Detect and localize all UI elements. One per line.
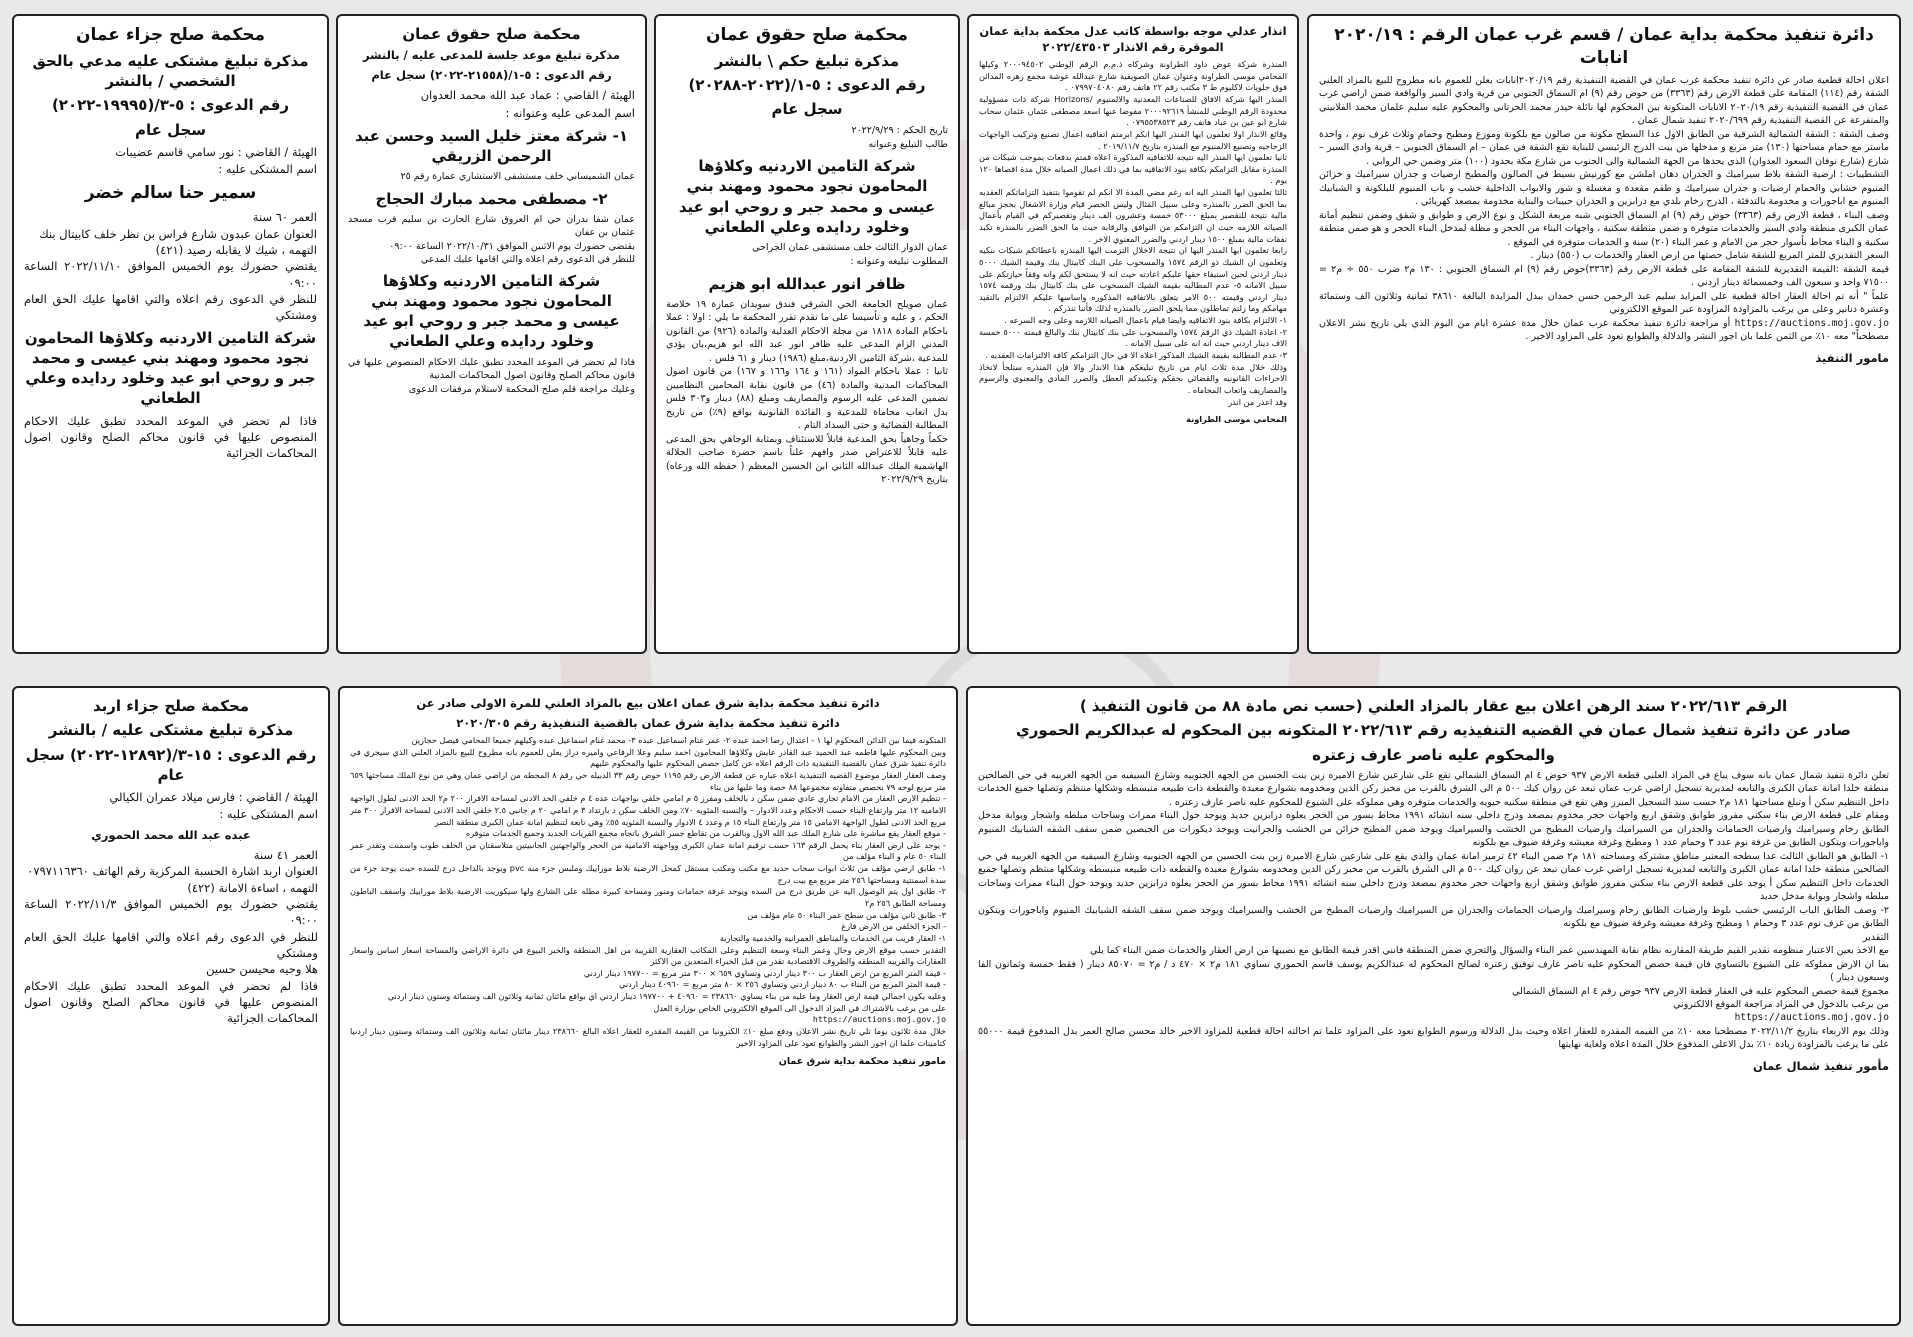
register-type: سجل عام — [134, 120, 207, 139]
judge-name: الهيئة / القاضي : نور سامي قاسم عضيبات — [115, 144, 317, 159]
requester-label: طالب التبليغ وعنوانه — [868, 138, 948, 150]
notice-signoff: مامور تنفيذ محكمة بداية شرق عمان — [778, 1056, 946, 1068]
auction-url-link[interactable]: https://auctions.moj.gov.jo — [1734, 1012, 1889, 1024]
notice-body: المتكونه فيما بين الدائن المحكوم لها ١ - اعتدال رضا احمد عبده ٢- عمر غنام اسماعيل عبده ٣- محمد غنام اسماعيل عبده وكيلهم جميعا المحامي فيصل حجازين وبين المحكوم عليها فاطمه عبد الحميد عبد القادر عايش وكلاؤها المحامون احمد سليم وعلا الرفاعي واميره دراز يعلن للعموم بانه مطروح للبيع بالمزاد العلني الذي سيجري في دائرة تنفيذ شرق عمان بالقضية التنفيذية ذات الرقم اعلاه عن كامل حصص المحكوم عليها والمحكوم عليهم وصف العقار العقار موضوع القضيه التنفيذية اعلاه عباره عن قطعة الارض رقم ١١٩٥ حوض رقم ٣٣ الدبيله حي رقم ٨ المحطه من اراضي عمان وهي من نوع الملك مساحتها ٦٥٩ متر مربع لوحه ٧٩ بحصص متفاوته مجموعها ٨٨ حصة وما عليها من بناء - تنظيم الارض العقار من الامام تجاري عادي ضمن سكن د بالخلف ومفرز ٥ م امامي خلفي بواجهات عده ٤ م خلفي الحد الادنى لمساحة الافراز ٢٠٠ م٢ الحد الادنى لطول الواجهة الاماميه ١٢ متر وارتفاع البناء حسب الاحكام وعدد الادوار – والنسبه المئويه ٧٠٪ ومن الخلف سكن د بارتداد ٣ م امامي ٢٠ م جانبي ٢.٥ خلفي الحد الادنى لمساحة الافراز ٣٠٠ متر مربع الحد الادنى لطول الواجهة الامامي ١٥ متر وارتفاع البناء ١٥ م وعدد ٤ الادوار والنسبة المئويه ٥٥٪ وهي تابعة لتنظيم امانة عمان الكبرى منطقة النصر - موقع العقار يقع مباشرة على شارع الملك عبد الله الاول وبالقرب من تقاطع جسر الشرق باتجاه مجمع القريات الجديد وجميع الخدمات متوفره - يوجد على ارض العقار بناء يحمل الرقم ١٦٣ حسب ترقيم امانة عمان الكبرى وواجهته الامامية من الحجر والواجهتين الجانبيتين متلاسقتان من الخلف طوب واسمنت وتقدر عمر البناء ٥٠ عام و البناء مؤلف من ١- طابق ارضي مؤلف من ثلاث ابواب سحاب حديد مع مكتب ومكتب مستقل كمحل الارضية بلاط موزاييك وملبس جزء منه pvc ويوجد بالداخل درج للسده حيث يوجد جزء من سدة اسمنتية ومساحتها ٢٥٦ متر مربع مع بيت درج ٢- طابق اول يتم الوصول اليه عن طريق درج من السده ويوجد غرفة حمامات ومنور ومساحة كبيرة مطله على الشارع ولها سيكوريت الارضية بلاط موزاييك واسقف الباطون ومساحة الطابق ٢٥٦ م٢ ٣- طابق ثاني مؤلف من سطح عمر البناء ٥٠ عام مؤلف من - الجزء الخلفي من الارض فارغ ١- العقار قريب من الخدمات والمناطق العمرانية والخدمية والتجارية التقدير حسب موقع الارض وحال وعمر البناء وسعة التنظيم وعلى المكاتب العقارية القريبة من اهل المنطقة والخبر البيوع في دائرة الاراضي والمساحة اسعار اساس واسعار العقارات والقريبه المنطقه والظروف الاقتصادية تقدر من قبل الخبراء المتعدين من الاكثر - قيمة المتر المربع من ارض العقار ب ٣٠٠ دينار اردني وتساوي ٦٥٩ × ٣٠٠ متر مربع = ١٩٧٧٠٠ دينار اردني - قيمة المتر المربع من البناء ب ٨٠ دينار اردني وتساوي ٢٥٦ × ٨٠ متر مربع = ٤٠٩٦٠ دينار اردني وعليه يكون اجمالي قيمة ارض العقار وما عليه من بناء يساوي ٢٣٨٦٦٠ = ٤٠٩٦٠ + ١٩٧٧٠٠ دينار اردني اي بواقع مائتان ثمانية وثلاثون الف وستمائة وستون دينار اردني على من يرغب بالاشتراك في المزاد الدخول الى الموقع الالكتروني الخاص بوزارة العدل — [350, 735, 946, 1013]
notice-signoff: مأمور تنفيذ شمال عمان — [1752, 1058, 1889, 1073]
plaintiff-name: شركة التامين الاردنيه وكلاؤها المحامون نجود محمود ومهند بني عيسى و محمد جبر و روحي ابو عيد وخلود ردايده وعلي الطعاني — [363, 271, 620, 351]
complainant-name: شركة التامين الاردنيه وكلاؤها المحامون نجود محمود ومهند بني عيسى و محمد جبر و روحي ابو عيد وخلود ردايده وعلي الطعاني — [24, 328, 317, 408]
memo-type: مذكرة تبليغ موعد جلسة للمدعى عليه / بالنشر — [363, 48, 620, 63]
notice-body: المنذرة شركة عوض داود الطراونة وشركاه ذ.م.م الرقم الوطني ٢٠٠٠٩٤٥٠٢ وكيلها المحامي موسى الطراونة وعنوان عمان الصويفية شارع عبدالله غوشة مجمع زهره المدائن فوق حلويات لاكليوم ط ٣ مكتب رقم ٢٢ هاتف رقم ٠٧٩٩٧٠٤٠٨٠ . المنذر اليها شركة الافاق للصناعات المعدنية والالمنيوم /Horizons شركة ذات مسؤولية محدودة الرقم الوطني للمنشأ ٢٠٠٠٩٢٦١٩ مفوضا عنها اسعد مصطفى عثمان عثمان سحاب شارع ابو عين بن عباد هاتف رقم ٠٧٩٥٥٣٨٥٢٣ . وقائع الانذار اولا تعلمون ايها المنذر اليها انكم ابرمتم اتفاقيه اعمال تصنيع وتركيب الواجهات الزجاجيه وتصنيع الالمنيوم مع المنذره بتاريخ ٢٠١٩/١١/٧ . ثانيا تعلمون ايها المنذر اليه نتيجه للاتفاقيه المذكورة اعلاه قمتم بدفعات بموجب شيكات من المنذرة مقابل التزامكم بكافة بنود الاتفاقيه بما في ذلك اعمال الصيانه خلال مدة اقصاها ١٢٠ يوم . ثالثا تعلمون ايها المنذر اليه انه رغم مضي المدة الا انكم لم تقوموا بتنفيذ التزاماتكم العقديه بما الحق الضرر بالمنذره وعلى سبيل المثال وليس الحصر قيام وزارة الاشغال بحجز مبالغ مالية نتيجة للتقصير بمبلغ ٥٣٠٠٠ خمسة وعشرون الف دينار وتقصيركم في القيام بأعمال الصيانه اللازمه حيث ان التزامكم من التوافق والرقابة حيث ما الحق الضرر بالمنذره تكبد نفقات مالية بمبلغ ١٥٠٠ دينار اردني والضرر المعنوي الاخر . رابعا تعلمون ايها المنذر اليها ان نتيجة الاخلال التزمت اليها المنذره باعطائكم شيكات بنكيه وتعلمون ان الشيك ذو الرقم ١٥٧٤ والمسحوب على البنك كابيتال بنك وقيمة الشيك ٥٠٠٠ دينار اردني لحين استيفاء حقها عليكم اعادته حيث انه لا يستحق لكم وانه وفقاً حيازتكم على سبيل الامانه ٥- عدم المطالبه بقيمة الشيك المسحوب على بنك كابيتال بنك ورقمه ١٥٧٤ دينار اردني وقيمته ٥٠٠ الامر يتعلق بالاتفاقيه المذكوره واساسها عليكم الالتزام بالتقيد مهامكم وما زلتم تماطلون مما يلحق الضرر بالمنذره لذلك فأننا ننذركم . ١- الالتزام بكافة بنود الاتفاقيه وايضا قيام باعمال الصيانه اللازمه وعلى وجه السرعه . ٢- اعادة الشيك ذي الرقم ١٥٧٤ والمسحوب على بنك كابيتال بنك والبالغ قيمته ٥٠٠٠ خمسة الاف دينار اردني حيث انه انه على سبيل الامانه . ٣- عدم المطالبه بقيمة الشيك المذكور اعلاه الا في حال التزامكم كافة الالتزامات العقديه . وذلك خلال مدة ثلاث ايام من تاريخ تبليغكم هذا الانذار والا فإن المنذره ستلجأ لاتخاذ الاجراءات القانونيه والقضائي بحقكم وتكبيدكم العطل والضرر المادي والمعنوي والرسوم والمصاريف واتعاب المحاماه . وقد اعذر من انذر — [979, 59, 1288, 407]
notice-title: انذار عدلي موجه بواسطة كاتب عدل محكمة بداية عمان الموقرة رقم الانذار ٢٠٢٢/٤٣٥٠٣ — [979, 24, 1287, 54]
notice-body: العمر ٤١ سنة العنوان اربد اشارة الحسبة المركزية رقم الهاتف ٠٧٩٧١١٦٣٦٠ التهمه ، اساءة الامانة (٤٢٢) يقتضي حضورك يوم الخميس الموافق ٢٠٢٢/١١/٣ الساعة ٠٩:٠٠ للنظر في الدعوى رقم اعلاه والتي اقامها عليك الحق العام ومشتكي هلا وجيه محيسن حسين فاذا لم تحضر في الموعد المحدد تطبق عليك الاحكام المنصوص عليها في قانون محاكم الصلح وقانون اصول المحاكمات الجزائية — [24, 848, 318, 1026]
defendant-label: اسم المشتكى عليه : — [219, 807, 318, 822]
notice-body: عمان صويلح الجامعة الحي الشرقي فندق سويدان عمارة ١٩ خلاصة الحكم ، و عليه و تأسيسا على ما تقدم تقرر المحكمة ما يلي : اولا : عملا باحكام المادة ١٨١٨ من مجلة الاحكام العدلية والمادة (٩٢٦) من القانون المدني الزام المدعى عليه ظافر انور عبد الله ابو هزيم،بان يؤدي للمدعية ،شركة التامين الاردنية،مبلغ (١٩٨٦) دينار و ٦١ فلس . ثانيا : عملا باحكام المواد (١٦١ و ١٦٤ و١٦٦ و ١٦٧) من قانون اصول المحاكمات المدنية والمادة (٤٦) من قانون نقابة المحامين النظاميين تضمين المدعى عليه الرسوم والمصاريف ومبلغ (٨٨) دينار و٣٠٣ فلس بدل اتعاب محاماة للمدعية و الفائدة القانونية بواقع (٩٪) من تاريخ المطالبة القضائية و حتى السداد التام . حكماً وجاهياً بحق المدعية قابلاً للاستئناف وبمثابة الوجاهي بحق المدعى عليه قابلاً للاعتراض صدر وافهم علناً باسم حضرة صاحب الجلالة الهاشمية الملك عبدالله الثاني ابن الحسين المعظم ( حفظه الله ورعاه) بتاريخ ٢٠٢٢/٩/٢٩ — [666, 298, 948, 486]
case-number: رقم الدعوى : ٥-٣/(١٩٩٩٥-٢٠٢٢) — [51, 96, 290, 115]
defendant-name: ظافر انور عبدالله ابو هزيم — [708, 274, 906, 293]
judge-name: الهيئة / القاضي : فارس ميلاد عمران الكيالي — [109, 790, 318, 804]
notice-title: دائرة تنفيذ محكمة بداية عمان / قسم غرب عمان الرقم : ٢٠٢٠/١٩ انابات — [1334, 25, 1874, 68]
defendant-name: عبده عبد الله محمد الحموري — [91, 827, 251, 842]
defendant-label: اسم المدعى عليه وعنوانه : — [505, 105, 635, 120]
auction-url-link[interactable]: https://auctions.moj.gov.jo — [812, 1014, 946, 1025]
judgment-date: تاريخ الحكم : ٢٠٢٢/٩/٢٩ — [851, 124, 948, 136]
notice-criminal-court-amman — [12, 14, 329, 654]
notice-north-amman-auction — [966, 686, 1901, 1326]
notice-body: اعلان احالة قطعية صادر عن دائرة تنفيذ محكمة غرب عمان في القضية التنفيذية رقم ٢٠٢٠/١٩انابات يعلن للعموم بانه مطروح للبيع بالمزاد العلني الشقة رقم (١١٤) المقامة على قطعة الارض رقم (٣٣٦٣) من حوض رقم (٩) ام السماق الجنوبي من قرية وادي السير والواقعة ضمن اراضي غرب عمان في القضية التنفيذية رقم ٢٠٢٠/١٩ الانابات المتكونة بين المحكوم لها نائلة حيدر محمد الحرتاني والمحكوم عليه سليم علمان محمد الفلابيني والمتفرعة عن القضية التنفيذية رقم ٢٠٢٠/٦٩٩ تنفيذ شمال عمان . وصف الشقة : الشقة الشمالية الشرقية من الطابق الاول عدا السطح مكونة من صالون مع بلكونة وموزع ومطبخ وحمام وثلاث غرف نوم ، واحدة ماستر مع حمام مساحتها (١٣٠) متر مربع و مدخلها من بيت الدرج الرئيسي للبناية تقع الشقة في عمان – ام السماق الجنوبي – قرية وادي السير – شارع (شارع نوفان السعود العدوان) الذي يحدها من الجهة الشمالية والى الجنوب من شارع مكة بحدود (١٠٠) متر وضمن حي الروابي . التشطيبات : ارضية الشقة بلاط سيراميك و الجدران دهان املشن مع كورنيش بسيط في الصالون والمطبخ ارضيات و جدران سيراميك و خزائن المنيوم خشابي والحمام ارضيات و جدران سيراميك و طقم مقعدة و مغسلة و شور والابواب الداخلية خشب و باب المنيوم للبلكونة و الشبابيك المنيوم مع اباجورات و مخدومة بالتدفئة ، الدرج رخام بلدي مع درابزين و الجدران حبيبات والبناية مخدومة بمصعد كهربائي . وصف البناء ، قطعة الارض رقم (٣٣٦٣) حوض رقم (٩) ام السماق الجنوبي شبه مربعة الشكل و نوع الارض و طوابق و شقق وضمن تنظيم أمانة عمان الكبرى منطقة وادي السير والخدمات متوفرة و ضمن منطقة سكنية ، واجهات البناء من الحجر و مظلة لمدخل البناء الحجر و هو ضمن منطقة سكنية و البناء محاط بأسوار حجر من الامام و عمر البناء (٢٠) سنة و الخدمات متوفرة في الموقع . السعر التقديري للمتر المربع للشقة شامل حصتها من ارض العقار والخدمات ب (٥٥٠) دينار . قيمة الشقة :القيمة التقديرية للشقة المقامة على قطعة الارض رقم (٣٣٦٣)حوض رقم (٩) ام السماق الجنوبي : ١٣٠ م٢ ضرب ٥٥٠ ÷ م٢ = ٧١٥٠٠ واحد و سبعون الف وخمسمائة دينار اردني . علماً " أنه تم احالة العقار احالة قطعية على المزايد سليم عبد الرحمن حسن حمدان ببدل المزايدة البالغة ٣٨٦١٠ ثمانية وثلاثون الف وستمائة وعشرة دنانير وعلى من يرغب بالمزاودة المزاودة عبر الموقع الالكتروني — [1319, 74, 1890, 316]
notice-signoff: المحامي موسى الطراونة — [1186, 414, 1287, 425]
notice-signoff: مامور التنفيذ — [1815, 350, 1889, 365]
notice-body-cont: أو مراجعة دائرة تنفيذ محكمة غرب عمان خلال مدة عشرة ايام من اليوم الذي يلي تاريخ نشر الاعلان مصطحباً" معه ١٠٪ من الثمن علما بان اجور النشر والدلالة والطوابع تعود على المزاود الاخير . — [1319, 317, 1889, 343]
register-type: سجل عام — [771, 100, 843, 119]
notice-criminal-court-irbid — [12, 686, 330, 1326]
notice-body-cont: خلال مدة ثلاثون يوما تلي تاريخ نشر الاعلان ودفع مبلغ ١٠٪ الكترونيا من القيمة المقدره للعقار اعلاه البالغ ٢٣٨٦٦٠ دينار مائتان ثمانية وثلاثون الف وستمائة وستون دينار اردنيا كتامينات علما ان اجور النشر والطوابع تعود على المزاود الاخير — [350, 1026, 946, 1048]
auction-url-link[interactable]: https://auctions.moj.gov.jo — [1734, 317, 1889, 329]
notice-title-line2: دائرة تنفيذ محكمة بداية شرق عمان بالقضية التنفيذية رقم ٢٠٢٠/٣٠٥ — [456, 715, 840, 730]
court-name: محكمة صلح حقوق عمان — [706, 25, 908, 45]
notice-body: تعلن دائرة تنفيذ شمال عمان بانه سوف يباع في المزاد العلني قطعة الارض ٩٣٧ حوض ٤ ام السماق الشمالي تقع على شارعين شارع الاميره زين بنت الحسين من الجهه الجنوبيه وشارع السيفيه من الجهه الغربيه في حي الصالحين منطقة خلدا امانة عمان الكبرى والتابعه لمديرية تسجيل اراضي غرب عمان تبعد عن روان كيك ٥٠٠ م الى الشرق بالقرب من مخبز ركن الدين ومخدومه بشوارع معبدة والقطعة ذات طبيعه منبسطه وشكلها منتظم وتصلها جميع الخدمات داخل التنظيم سكن أ وتبلغ مساحتها ١٨١ م٢ حسب سند التسجيل الميرز وهي تقع في منطقة سكنيه حيويه والخدمات متوفره وهي مملوكه على الشيوع للمحكوم عليه ناصر عارف زعتره . ومقام على قطعة الارض بناء سكني مفروز طوابق وشقق اربع واجهات حجر مخدوم بمصعد ودرج داخلي سنه انشائه ١٩٩١ محاط بسور من الحجر يعلوه درابزين حديد ويوجد حول البناء ممرات وساحات مبلطه واشجار وبوابة مدخل الطابق رخام وسيراميك وارضيات الحمامات والجدران من السيراميك وارضيات المطبخ من الخشب والسيراميك ويوجد ضمن المطبخ خزائن من الخشب والجرانيت ويوجد ديكورات من الجبصين ضمن سقف الشقه الشبابيك المنيوم واباجورات ويتكون الطابق من غرفة نوم عدد ٣ وحمام عدد ١ ومطبخ وغرفة معيشه وغرفة ضيوف مع بلكونه ١- الطابق هو الطابق الثالث عدا سطحه المعتبر مناطق مشتركه ومساحته ١٨١ م٢ ضمن البناء ٤٢ ترميز امانة عمان والذي يقع على شارعين شارع الاميره زين بنت الحسين من الجهه الجنوبيه وشارع السيفيه من الجهه الغربيه في حي الصالحين منطقة خلدا امانة عمان الكبرى والتابعه لمديرية تسجيل اراضي غرب عمان تبعد عن روان كيك ٥٠٠ م الى الشرق بالقرب من مخبز ركن الدين ومخدومه بشوارع معبدة والقطعه ذات طبيعه منبسطه وشكلها منتظم وتصلها جميع الخدمات داخل التنظيم سكن أ يوجد على قطعة الارض بناء سكني مفروز طوابق وشقق اربع واجهات حجر مخدوم بمصعد ودرج داخلي سنه انشائه ١٩٩١ محاط بسور من الحجر يعلوه درابزين حديد ويوجد حول البناء ممرات وساحات مبلطه واشجار وبوابة مدخل حديد ٢- وصف الطابق الباب الرئيسي خشب بلوط وارضيات الطابق رخام وسيراميك وارضيات الحمامات والجدران من السيراميك وارضيات المطبخ من الخشب والسيراميك ويوجد ضمن سقف الشقه الشبابيك المنيوم واباجورات ويتكون الطابق من غرف نوم عدد ٣ وحمام ١ ومطبخ وغرفة معيشه وغرفة ضيوف مع بلكونه التقدير مع الاخذ بعين الاعتبار منظومه تقدير القيم طريقة المقارنه نظام نقابة المهندسين عمر البناء والسؤال والتحري ضمن المنطقة فانني اقدر قيمة الطابق مع نصيبها من ارض العقار والخدمات ضمن البناء كما يلي بما ان الارض مملوكه على الشيوع بالتساوي فان قيمة حصص المحكوم عليه ناصر عارف توفيق زعتره لصالح المحكوم له عبدالكريم يوسف قاسم الحموري تساوي ١٨١ م٢ × ٤٧٠ د / م٢ = ٨٥٠٧٠ دينار ( فقط خمسة وثمانون الفا وسبعون دينار ) مجموع قيمة حصص المحكوم عليه في العقار قطعة الارض ٩٣٧ حوض رقم ٤ ام السماق الشمالي من يرغب بالدخول في المزاد مراجعة الموقع الالكتروني — [978, 769, 1890, 1010]
notice-civil-court-judgment — [654, 14, 960, 654]
notice-body: العمر ٦٠ سنة العنوان عمان عبدون شارع فراس بن نظر خلف كابيتال بنك التهمه ، شيك لا يقابله رصيد (٤٢١) يقتضي حضورك يوم الخميس الموافق ٢٠٢٢/١١/١٠ الساعة ٠٩:٠٠ للنظر في الدعوى رقم اعلاه والتي اقامها عليك الحق العام ومشتكي — [24, 210, 317, 323]
defendant-name: سمير حنا سالم خضر — [84, 183, 257, 204]
court-name: محكمة صلح جزاء اربد — [92, 697, 250, 715]
memo-type: مذكرة تبليغ مشتكى عليه مدعي بالحق الشخصي / بالنشر — [32, 51, 309, 91]
defendant-label: اسم المشتكى عليه : — [218, 162, 317, 177]
defendant-label: المطلوب تبليغه وعنوانه : — [850, 256, 948, 268]
notice-title-line2: صادر عن دائرة تنفيذ شمال عمان في القضيه التنفيذيه رقم ٢٠٢٢/٦١٣ المتكونه بين المحكوم له عبدالكريم الحموري — [1016, 721, 1851, 740]
notice-title-line1: دائرة تنفيذ محكمة بداية شرق عمان اعلان بيع بالمزاد العلني للمرة الاولى صادر عن — [416, 696, 880, 710]
plaintiff-name: شركة التامين الاردنيه وكلاؤها المحامون نجود محمود ومهند بني عيسى و محمد جبر و روحي ابو عيد وخلود ردايده وعلي الطعاني — [678, 157, 936, 236]
defendant-1-name: ١- شركة معتز خليل السيد وحسن عبد الرحمن الزريقي — [354, 126, 629, 166]
case-number: رقم الدعوى : ١٥-٣/(١٢٨٩٢-٢٠٢٢) سجل عام — [25, 745, 317, 784]
court-name: محكمة صلح جزاء عمان — [76, 25, 265, 45]
notice-title-line3: والمحكوم عليه ناصر عارف زعتره — [1312, 745, 1555, 764]
notice-body-cont: فاذا لم تحضر في الموعد المحدد تطبق عليك الاحكام المنصوص عليها في قانون محاكم الصلح وقانون اصول المحاكمات الجزائية — [24, 413, 317, 461]
notice-body-cont: وذلك يوم الاربعاء بتاريخ ٢٠٢٢/١١/٢ مصطحبا معه ١٠٪ من القيمه المقدره للعقار اعلاه وحيث بدل الدلالة ورسوم الطوابع تعود على المزاود علما تم احالته احالة قطعية للمزاود الاخير خالد محسن صالح العمر بدل المدفوع قيمة ٥٥٠٠٠ على ما يرغب بالمزاودة زيادة ١٠٪ بدل الاعلى المدفوع خلال المدة اعلاه ولغاية نهايتها — [978, 1025, 1889, 1051]
notice-legal-warning — [967, 14, 1299, 654]
case-number: رقم الدعوى : ٥-١/(٢٠٢٢-٢٠٢٨٨) — [688, 76, 926, 95]
judge-name: الهيئة / القاضي : عماد عبد الله محمد العدوان — [420, 88, 635, 103]
defendant-1-address: عمان الشميساني خلف مستشفى الاستشاري عمارة رقم ٢٥ — [400, 171, 635, 183]
notice-east-amman-auction — [338, 686, 958, 1326]
plaintiff-address: عمان الدوار الثالث خلف مستشفى عمان الجراحي — [752, 242, 948, 254]
notice-west-amman-execution — [1307, 14, 1901, 654]
notice-title-line1: الرقم ٢٠٢٢/٦١٣ سند الرهن اعلان بيع عقار بالمزاد العلني (حسب نص مادة ٨٨ من قانون التنفيذ ) — [1079, 697, 1788, 715]
memo-type: مذكرة تبليغ حكم \ بالنشر — [714, 51, 900, 70]
memo-type: مذكرة تبليغ مشتكى عليه / بالنشر — [48, 721, 294, 740]
notice-body-cont: فاذا لم تحضر في الموعد المحدد تطبق عليك الاحكام المنصوص عليها في قانون محاكم الصلح وقانون اصول المحاكمات المدنية وعليك مراجعة قلم صلح المحكمة لاستلام مرفقات الدعوى — [348, 356, 635, 395]
notice-civil-court-session — [336, 14, 647, 654]
court-name: محكمة صلح حقوق عمان — [402, 25, 581, 43]
defendant-2-name: ٢- مصطفى محمد مبارك الحجاج — [375, 189, 608, 208]
case-number: رقم الدعوى : ٥-١/(٢١٥٥٨-٢٠٢٢) سجل عام — [371, 67, 612, 82]
notice-body: عمان شفا بدران حي ام العروق شارع الحارث بن سليم قرب مسجد عثمان بن عفان يقتضي حضورك يوم الاثنين الموافق ٢٠٢٢/١٠/٣١ الساعة ٠٩:٠٠ للنظر في الدعوى رقم اعلاه والتي اقامها عليك المدعي — [348, 213, 635, 266]
